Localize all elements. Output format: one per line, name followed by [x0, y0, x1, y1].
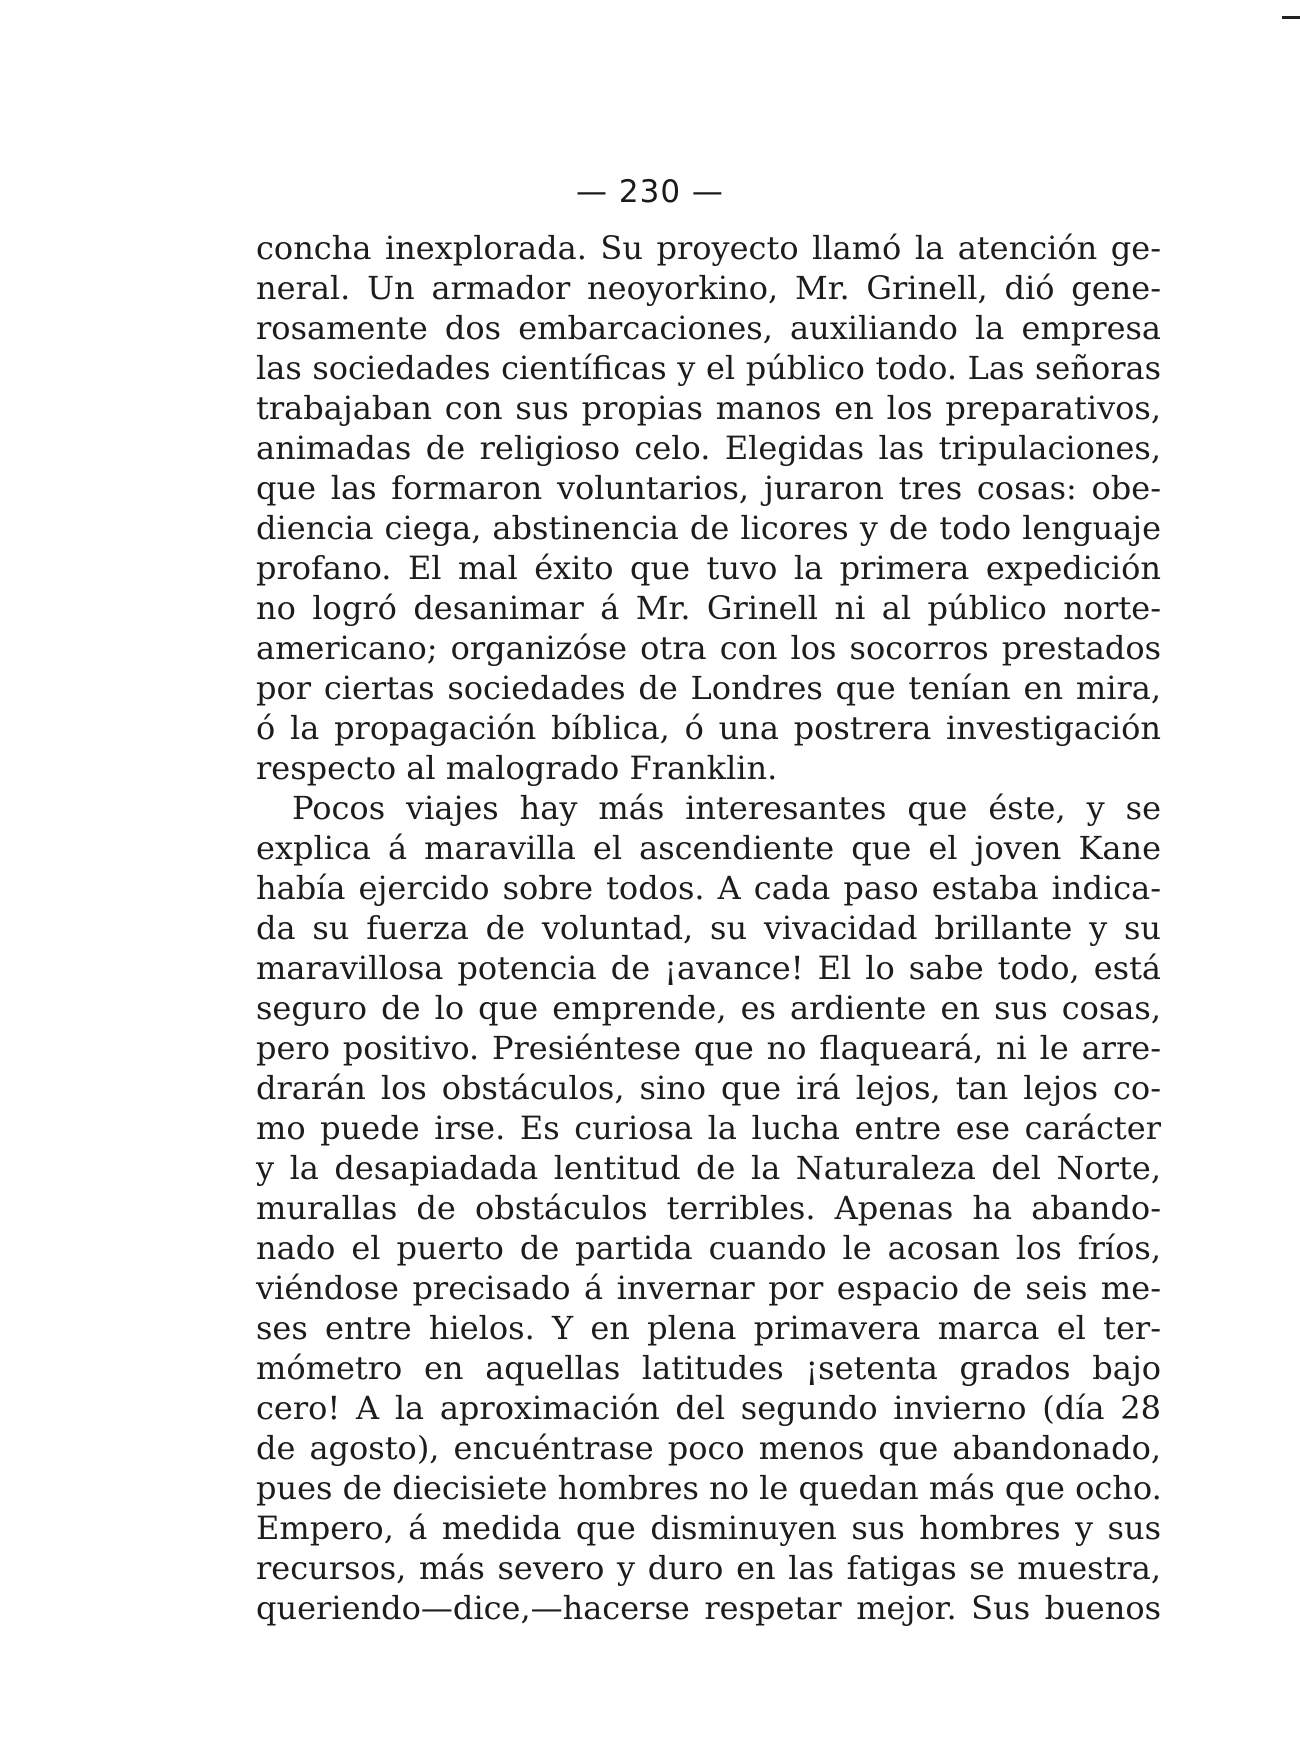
text-line: por ciertas sociedades de Londres que tenían en mira,	[256, 669, 1161, 707]
text-line: drarán los obstáculos, sino que irá lejos, tan lejos co-	[256, 1069, 1161, 1107]
text-line: no logró desanimar á Mr. Grinell ni al público norte-	[256, 589, 1161, 627]
text-line: ó la propagación bíblica, ó una postrera investigación	[256, 709, 1161, 747]
text-line: explica á maravilla el ascendiente que el joven Kane	[256, 829, 1161, 867]
text-line: mo puede irse. Es curiosa la lucha entre ese carácter	[256, 1109, 1161, 1147]
text-line: diencia ciega, abstinencia de licores y de todo lenguaje	[256, 509, 1161, 547]
text-line: americano; organizóse otra con los socorros prestados	[256, 629, 1161, 667]
text-line: Pocos viajes hay más interesantes que éste, y se	[292, 789, 1161, 827]
text-line: maravillosa potencia de ¡avance! El lo sabe todo, está	[256, 949, 1161, 987]
text-line: pero positivo. Presiéntese que no flaqueará, ni le arre-	[256, 1029, 1161, 1067]
text-line: cero! A la aproximación del segundo invierno (día 28	[256, 1389, 1161, 1427]
paragraph-2	[256, 788, 1161, 1628]
text-line: nado el puerto de partida cuando le acosan los fríos,	[256, 1229, 1161, 1267]
text-line: rosamente dos embarcaciones, auxiliando la empresa	[256, 309, 1161, 347]
text-line: seguro de lo que emprende, es ardiente en sus cosas,	[256, 989, 1161, 1027]
text-line: las sociedades científicas y el público todo. Las señoras	[256, 349, 1161, 387]
text-line: viéndose precisado á invernar por espacio de seis me-	[256, 1269, 1161, 1307]
text-line: neral. Un armador neoyorkino, Mr. Grinell, dió gene-	[256, 269, 1161, 307]
text-line: trabajaban con sus propias manos en los preparativos,	[256, 389, 1161, 427]
text-line: animadas de religioso celo. Elegidas las tripulaciones,	[256, 429, 1161, 467]
text-line: pues de diecisiete hombres no le quedan más que ocho.	[256, 1469, 1162, 1507]
page-edge-mark	[1282, 16, 1300, 19]
text-line: concha inexplorada. Su proyecto llamó la atención ge-	[256, 229, 1161, 267]
page-number: — 230 —	[576, 174, 724, 210]
paragraph-1	[256, 228, 1161, 788]
text-line: profano. El mal éxito que tuvo la primera expedición	[256, 549, 1161, 587]
text-line: respecto al malogrado Franklin.	[256, 749, 778, 787]
text-line: de agosto), encuéntrase poco menos que abandonado,	[256, 1429, 1161, 1467]
text-line: ses entre hielos. Y en plena primavera marca el ter-	[256, 1309, 1161, 1347]
text-line: murallas de obstáculos terribles. Apenas ha abando-	[256, 1189, 1161, 1227]
text-line: que las formaron voluntarios, juraron tres cosas: obe-	[256, 469, 1161, 507]
text-line: da su fuerza de voluntad, su vivacidad brillante y su	[256, 909, 1161, 947]
body-text	[256, 228, 1161, 1628]
text-line: queriendo—dice,—hacerse respetar mejor. Sus buenos	[256, 1589, 1161, 1627]
text-line: mómetro en aquellas latitudes ¡setenta grados bajo	[256, 1349, 1161, 1387]
text-line: y la desapiadada lentitud de la Naturaleza del Norte,	[256, 1149, 1161, 1187]
text-line: había ejercido sobre todos. A cada paso estaba indica-	[256, 869, 1161, 907]
text-line: recursos, más severo y duro en las fatigas se muestra,	[256, 1549, 1161, 1587]
text-line: Empero, á medida que disminuyen sus hombres y sus	[256, 1509, 1161, 1547]
